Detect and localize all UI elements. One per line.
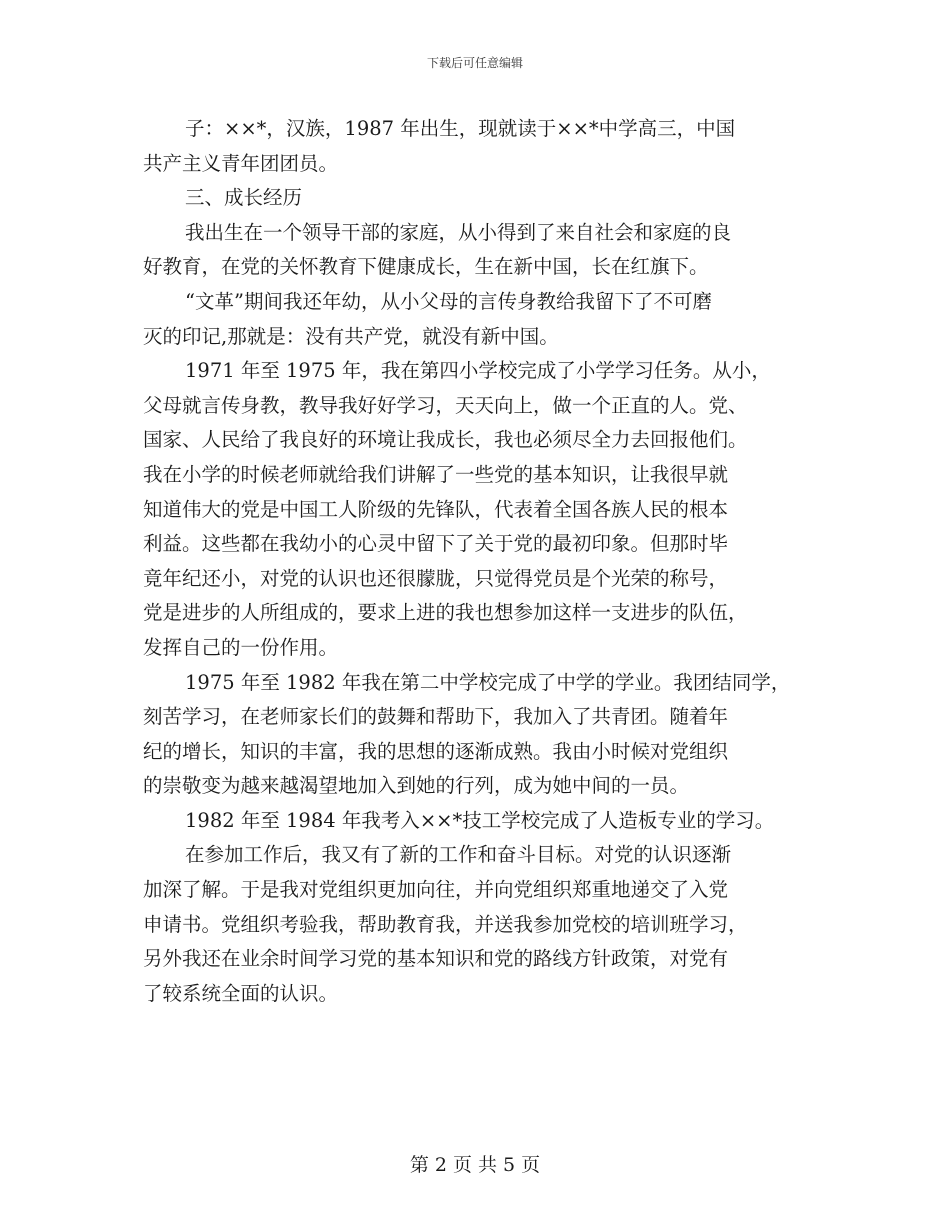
text-line: “文革”期间我还年幼，从小父母的言传身教给我留下了不可磨 (185, 289, 712, 313)
text-line: 加深了解。于是我对党组织更加向往，并向党组织郑重地递交了入党 (143, 878, 729, 902)
text-line: 三、成长经历 (185, 186, 303, 210)
text-line: 了较系统全面的认识。 (143, 981, 339, 1005)
document-body (143, 112, 843, 1011)
text-line: 竟年纪还小，对党的认识也还很朦胧，只觉得党员是个光荣的称号， (143, 566, 729, 590)
text-line: 我出生在一个领导干部的家庭，从小得到了来自社会和家庭的良 (185, 220, 732, 244)
text-line: 1975 年至 1982 年我在第二中学校完成了中学的学业。我团结同学， (185, 670, 791, 694)
text-line: 发挥自己的一份作用。 (143, 635, 339, 659)
text-line: 1971 年至 1975 年，我在第四小学校完成了小学学习任务。从小， (185, 359, 771, 383)
text-line: 的崇敬变为越来越渴望地加入到她的行列，成为她中间的一员。 (143, 774, 690, 798)
text-line: 纪的增长，知识的丰富，我的思想的逐渐成熟。我由小时候对党组织 (143, 739, 729, 763)
text-line: 灭的印记,那就是：没有共产党，就没有新中国。 (143, 324, 559, 348)
header-note: 下载后可任意编辑 (426, 56, 523, 70)
text-line: 1982 年至 1984 年我考入××*技工学校完成了人造板专业的学习。 (185, 808, 775, 832)
text-line: 利益。这些都在我幼小的心灵中留下了关于党的最初印象。但那时毕 (143, 532, 729, 556)
text-line: 党是进步的人所组成的，要求上进的我也想参加这样一支进步的队伍， (143, 601, 748, 625)
page-number: 第 2 页 共 5 页 (409, 1154, 541, 1176)
text-line: 父母就言传身教，教导我好好学习，天天向上，做一个正直的人。党、 (143, 393, 748, 417)
text-line: 好教育，在党的关怀教育下健康成长，生在新中国，长在红旗下。 (143, 255, 709, 279)
text-line: 另外我还在业余时间学习党的基本知识和党的路线方针政策，对党有 (143, 947, 729, 971)
text-line: 知道伟大的党是中国工人阶级的先锋队，代表着全国各族人民的根本 (143, 497, 729, 521)
text-line: 刻苦学习，在老师家长们的鼓舞和帮助下，我加入了共青团。随着年 (143, 705, 729, 729)
text-line: 子：××*，汉族，1987 年出生，现就读于××*中学高三，中国 (185, 117, 736, 140)
text-line: 共产主义青年团团员。 (143, 151, 339, 175)
text-line: 在参加工作后，我又有了新的工作和奋斗目标。对党的认识逐渐 (185, 843, 732, 867)
text-line: 申请书。党组织考验我，帮助教育我，并送我参加党校的培训班学习， (143, 912, 748, 936)
text-line: 我在小学的时候老师就给我们讲解了一些党的基本知识，让我很早就 (143, 462, 729, 486)
text-line: 国家、人民给了我良好的环境让我成长，我也必须尽全力去回报他们。 (143, 428, 748, 452)
